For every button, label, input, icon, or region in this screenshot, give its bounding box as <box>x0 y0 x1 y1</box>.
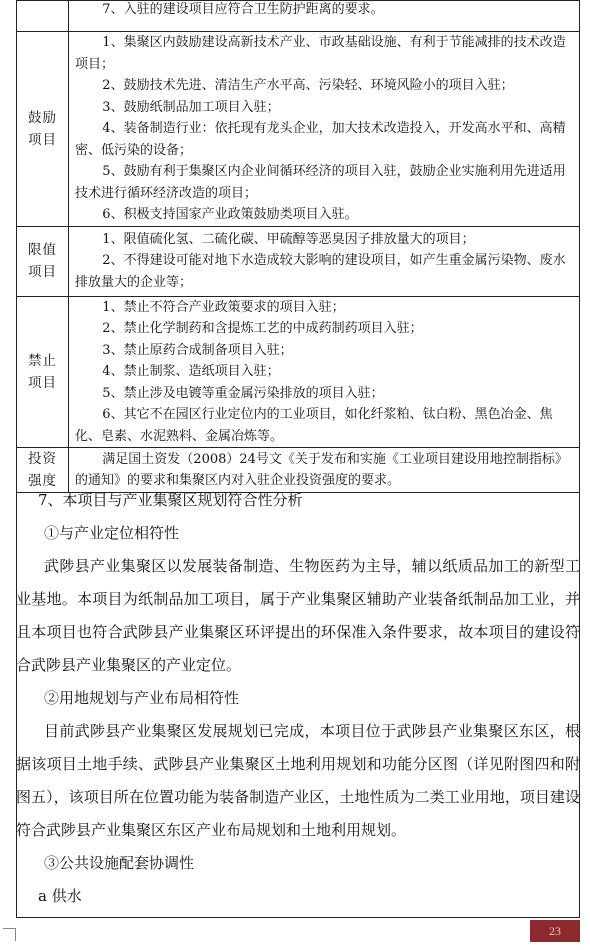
section-heading: 7、本项目与产业集聚区规划符合性分析 <box>38 491 303 509</box>
page-number-badge: 23 <box>530 920 580 942</box>
table-row <box>17 32 580 227</box>
list-item: 3、禁止原药合成制备项目入驻； <box>102 342 293 358</box>
list-item: 5、鼓励有利于集聚区内企业间循环经济的项目入驻，鼓励企业实施利用先进适用技术进行循环经济改造的项目； <box>75 164 566 201</box>
table-row <box>17 1 580 32</box>
list-item: 7、入驻的建设项目应符合卫生防护距离的要求。 <box>102 2 384 17</box>
paragraph: 武陟县产业集聚区以发展装备制造、生物医药为主导，辅以纸质品加工的新型工业基地。本项目为纸制品加工项目，属于产业集聚区辅助产业装备纸制品加工业，并且本项目也符合武陟县产业集聚区环评提出的环保准入条件要求，故本项目的建设符合武陟县产业集聚区的产业定位。 <box>16 557 580 674</box>
list-item: 6、积极支持国家产业政策鼓励类项目入驻。 <box>102 207 358 222</box>
category-cell-empty <box>17 1 69 32</box>
list-item: 5、禁止涉及电镀等重金属污染排放的项目入驻； <box>102 385 384 401</box>
subsection-item: a 供水 <box>38 887 82 905</box>
table-row <box>17 226 580 296</box>
subsection-heading: ②用地规划与产业布局相符性 <box>44 689 240 707</box>
list-item: 满足国土资发（2008）24号文《关于发布和实施《工业项目建设用地控制指标》的通知》的要求和集聚区内对入驻企业投资强度的要求。 <box>75 451 568 488</box>
category-label: 鼓励项目 <box>28 109 57 148</box>
list-item: 6、其它不在园区行业定位内的工业项目，如化纤浆粕、钛白粉、黑色冶金、焦化、皂素、水泥熟料、金属冶炼等。 <box>75 407 553 444</box>
list-item: 4、装备制造行业：依托现有龙头企业，加大技术改造投入，开发高水平和、高精密、低污染的设备； <box>75 121 566 158</box>
paragraph: 目前武陟县产业集聚区发展规划已完成，本项目位于武陟县产业集聚区东区，根据该项目土地手续、武陟县产业集聚区土地利用规划和功能分区图（详见附图四和附图五），该项目所在位置功能为装备制造产业区，土地性质为二类工业用地，项目建设符合武陟县产业集聚区东区产业布局规划和土地利用规划。 <box>16 722 580 839</box>
list-item: 2、不得建设可能对地下水造成较大影响的建设项目，如产生重金属污染物、废水排放量大的企业等； <box>75 253 566 290</box>
subsection-heading: ③公共设施配套协调性 <box>44 854 195 872</box>
category-label: 禁止项目 <box>28 352 57 391</box>
content-cell <box>69 296 580 448</box>
content-cell <box>69 226 580 296</box>
category-cell <box>17 296 69 448</box>
list-item: 3、鼓励纸制品加工项目入驻； <box>102 99 280 115</box>
category-cell <box>17 226 69 296</box>
admission-requirements-table <box>16 0 580 493</box>
list-item: 1、集聚区内鼓励建设高新技术产业、市政基础设施、有利于节能减排的技术改造项目； <box>75 35 566 72</box>
table-row <box>17 296 580 448</box>
subsection-heading: ①与产业定位相符性 <box>44 524 180 542</box>
list-item: 4、禁止制浆、造纸项目入驻； <box>102 364 280 379</box>
list-item: 2、禁止化学制药和含提炼工艺的中成药制药项目入驻； <box>102 321 423 336</box>
category-cell <box>17 32 69 227</box>
category-label: 投资强度 <box>28 451 57 489</box>
list-item: 1、限值硫化氢、二硫化碳、甲硫醇等恶臭因子排放量大的项目； <box>102 231 475 247</box>
crop-mark <box>3 928 16 941</box>
content-cell <box>69 32 580 227</box>
category-label: 限值项目 <box>28 242 57 280</box>
list-item: 1、禁止不符合产业政策要求的项目入驻； <box>102 299 345 315</box>
list-item: 2、鼓励技术先进、清洁生产水平高、污染轻、环境风险小的项目入驻； <box>102 78 514 93</box>
body-text <box>16 484 580 913</box>
content-cell <box>69 1 580 32</box>
page-frame-bottom <box>16 917 580 918</box>
